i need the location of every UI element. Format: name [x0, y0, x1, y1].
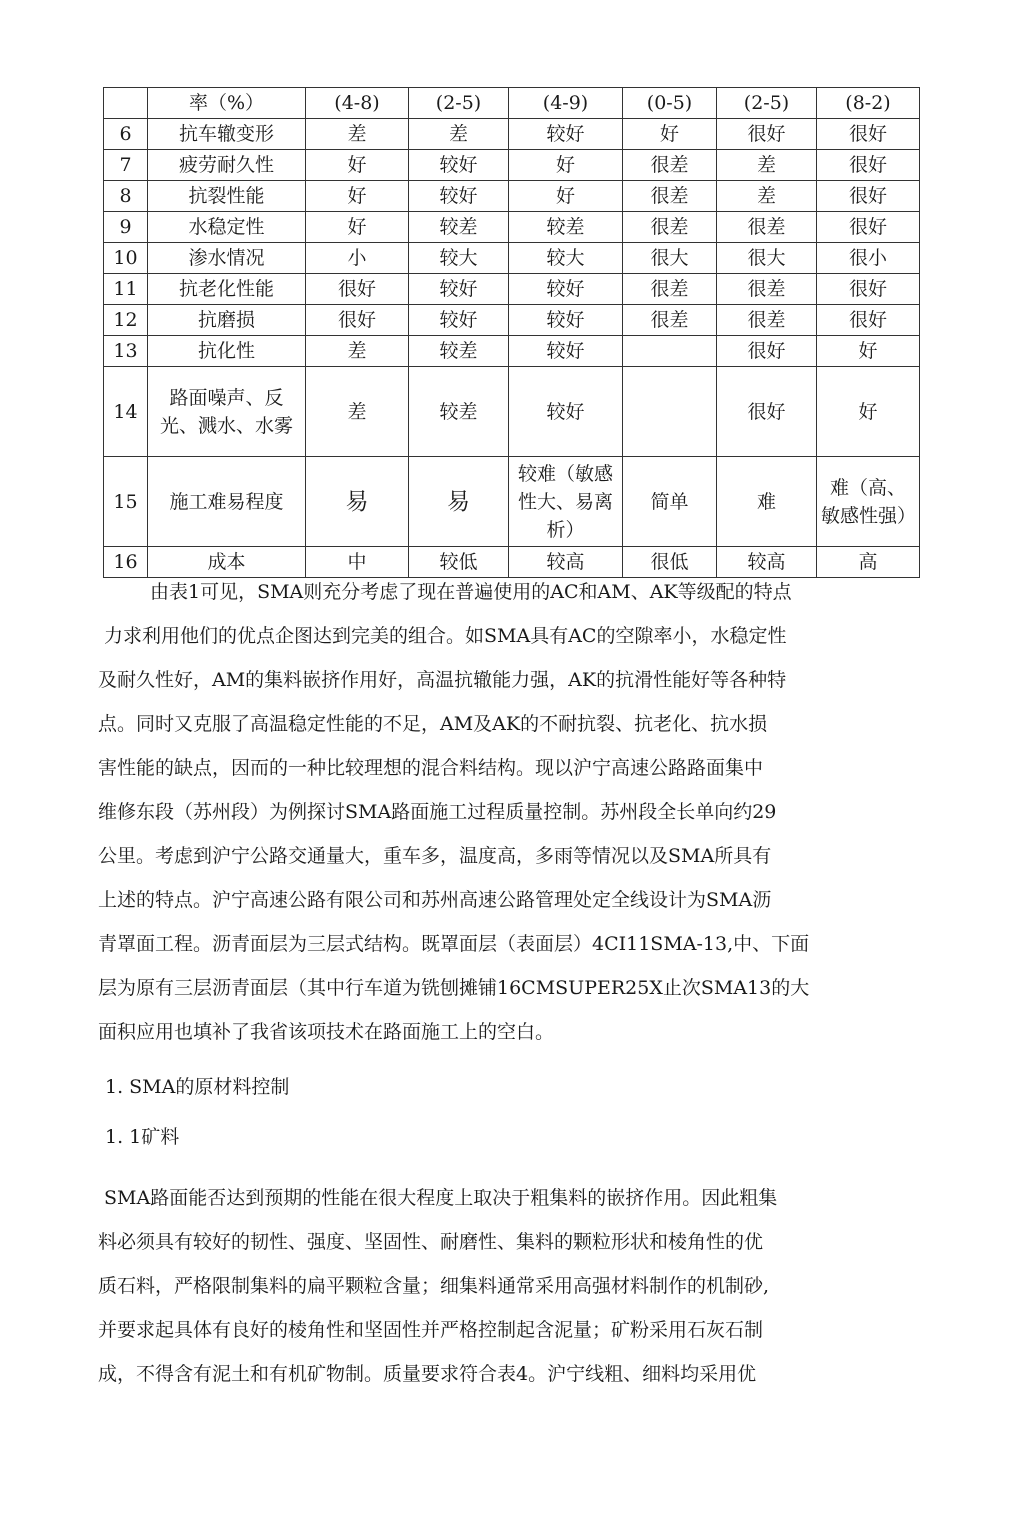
cell: 很小 [817, 243, 920, 274]
cell: 差 [306, 336, 409, 367]
cell: 很差 [623, 150, 717, 181]
cell: 很好 [817, 305, 920, 336]
cell: 很好 [717, 119, 817, 150]
text-line: 上述的特点。沪宁高速公路有限公司和苏州高速公路管理处定全线设计为SMA沥 [98, 889, 772, 911]
cell: (4-8) [306, 88, 409, 119]
text-line: 公里。考虑到沪宁公路交通量大，重车多，温度高，多雨等情况以及SMA所具有 [98, 845, 772, 867]
row-number: 10 [104, 243, 148, 274]
cell: 较好 [509, 274, 623, 305]
cell: 较好 [509, 305, 623, 336]
text-line: 维修东段（苏州段）为例探讨SMA路面施工过程质量控制。苏州段全长单向约29 [98, 801, 777, 823]
row-number: 14 [104, 367, 148, 457]
cell: 较好 [509, 367, 623, 457]
cell: 好 [817, 367, 920, 457]
cell: 较好 [509, 336, 623, 367]
text-line: 面积应用也填补了我省该项技术在路面施工上的空白。 [98, 1021, 555, 1043]
row-number: 6 [104, 119, 148, 150]
cell: 差 [306, 367, 409, 457]
cell: 好 [306, 150, 409, 181]
cell: 易 [409, 457, 509, 547]
row-item: 抗化性 [148, 336, 306, 367]
cell: 较高 [509, 547, 623, 578]
text-line: 及耐久性好，AM的集料嵌挤作用好，高温抗辙能力强，AK的抗滑性能好等各种特 [98, 669, 787, 691]
cell [623, 336, 717, 367]
row-number: 12 [104, 305, 148, 336]
cell: 很好 [817, 119, 920, 150]
row-item: 抗车辙变形 [148, 119, 306, 150]
table-row [104, 181, 920, 212]
row-number: 11 [104, 274, 148, 305]
table-row [104, 457, 920, 547]
cell: 较大 [509, 243, 623, 274]
table-row [104, 274, 920, 305]
cell: 很差 [623, 274, 717, 305]
cell: 很好 [817, 150, 920, 181]
subsection-heading: 1. 1矿料 [105, 1126, 180, 1148]
cell: 好 [509, 150, 623, 181]
cell: 好 [306, 212, 409, 243]
row-item: 路面噪声、反光、溅水、水雾 [148, 367, 306, 457]
cell [623, 367, 717, 457]
cell: 差 [717, 181, 817, 212]
text-line: 害性能的缺点，因而的一种比较理想的混合料结构。现以沪宁高速公路路面集中 [98, 757, 764, 779]
cell: 好 [817, 336, 920, 367]
cell: 较好 [409, 305, 509, 336]
row-number: 9 [104, 212, 148, 243]
cell: 较差 [409, 336, 509, 367]
cell: 高 [817, 547, 920, 578]
row-item: 抗磨损 [148, 305, 306, 336]
cell: 很差 [623, 305, 717, 336]
text-line: 力求利用他们的优点企图达到完美的组合。如SMA具有AC的空隙率小，水稳定性 [104, 625, 787, 647]
cell: 很差 [717, 274, 817, 305]
cell: 好 [623, 119, 717, 150]
row-item: 渗水情况 [148, 243, 306, 274]
row-item: 水稳定性 [148, 212, 306, 243]
text-line: 料必须具有较好的韧性、强度、坚固性、耐磨性、集料的颗粒形状和棱角性的优 [98, 1231, 764, 1253]
cell: 很差 [623, 181, 717, 212]
cell: 很大 [717, 243, 817, 274]
cell: 很差 [623, 212, 717, 243]
table-row [104, 88, 920, 119]
row-item: 成本 [148, 547, 306, 578]
cell: 较好 [409, 181, 509, 212]
cell: 难 [717, 457, 817, 547]
cell: (8-2) [817, 88, 920, 119]
row-number: 7 [104, 150, 148, 181]
row-item: 率（%） [148, 88, 306, 119]
cell: 差 [717, 150, 817, 181]
cell: 很好 [306, 274, 409, 305]
cell: 很大 [623, 243, 717, 274]
cell: 较好 [409, 274, 509, 305]
cell: 差 [306, 119, 409, 150]
cell: 很好 [817, 212, 920, 243]
cell: 很低 [623, 547, 717, 578]
text-line: SMA路面能否达到预期的性能在很大程度上取决于粗集料的嵌挤作用。因此粗集 [104, 1187, 778, 1209]
cell: 易 [306, 457, 409, 547]
cell: 好 [306, 181, 409, 212]
cell: 较低 [409, 547, 509, 578]
table-row [104, 119, 920, 150]
row-number [104, 88, 148, 119]
cell: 简单 [623, 457, 717, 547]
cell: 很差 [717, 212, 817, 243]
row-number: 13 [104, 336, 148, 367]
cell: 很差 [717, 305, 817, 336]
cell: 较差 [509, 212, 623, 243]
comparison-table [103, 87, 920, 578]
cell: (4-9) [509, 88, 623, 119]
cell: 难（高、敏感性强） [817, 457, 920, 547]
table-row [104, 305, 920, 336]
row-item: 疲劳耐久性 [148, 150, 306, 181]
cell: 好 [509, 181, 623, 212]
cell: (0-5) [623, 88, 717, 119]
section-heading: 1. SMA的原材料控制 [105, 1076, 290, 1098]
cell: 很好 [306, 305, 409, 336]
paragraph-materials [98, 1176, 868, 1396]
cell: 中 [306, 547, 409, 578]
cell: 较好 [509, 119, 623, 150]
table-row [104, 336, 920, 367]
text-line: 层为原有三层沥青面层（其中行车道为铣刨摊铺16CMSUPER25X止次SMA13的大 [98, 977, 810, 999]
cell: 小 [306, 243, 409, 274]
text-line: 并要求起具体有良好的棱角性和坚固性并严格控制起含泥量；矿粉采用石灰石制 [98, 1319, 764, 1341]
row-item: 抗老化性能 [148, 274, 306, 305]
cell: 差 [409, 119, 509, 150]
row-number: 16 [104, 547, 148, 578]
text-line: 成，不得含有泥土和有机矿物制。质量要求符合表4。沪宁线粗、细料均采用优 [98, 1363, 757, 1385]
text-line: 青罩面工程。沥青面层为三层式结构。既罩面层（表面层）4CI11SMA-13,中、下面 [98, 933, 810, 955]
cell: (2-5) [409, 88, 509, 119]
table-row [104, 212, 920, 243]
row-number: 15 [104, 457, 148, 547]
row-item: 施工难易程度 [148, 457, 306, 547]
text-line: 由表1可见，SMA则充分考虑了现在普遍使用的AC和AM、AK等级配的特点 [150, 581, 792, 603]
cell: 很好 [717, 367, 817, 457]
cell: 较差 [409, 367, 509, 457]
table-row [104, 243, 920, 274]
cell: (2-5) [717, 88, 817, 119]
row-number: 8 [104, 181, 148, 212]
text-line: 质石料，严格限制集料的扁平颗粒含量；细集料通常采用高强材料制作的机制砂, [98, 1275, 770, 1297]
cell: 很好 [817, 181, 920, 212]
cell: 较高 [717, 547, 817, 578]
table-row [104, 367, 920, 457]
cell: 很好 [717, 336, 817, 367]
cell: 较难（敏感性大、易离析） [509, 457, 623, 547]
cell: 较差 [409, 212, 509, 243]
table-body [104, 88, 920, 578]
table-row [104, 150, 920, 181]
row-item: 抗裂性能 [148, 181, 306, 212]
text-line: 点。同时又克服了高温稳定性能的不足，AM及AK的不耐抗裂、抗老化、抗水损 [98, 713, 768, 735]
cell: 较大 [409, 243, 509, 274]
paragraph-intro [98, 570, 868, 1054]
cell: 很好 [817, 274, 920, 305]
cell: 较好 [409, 150, 509, 181]
